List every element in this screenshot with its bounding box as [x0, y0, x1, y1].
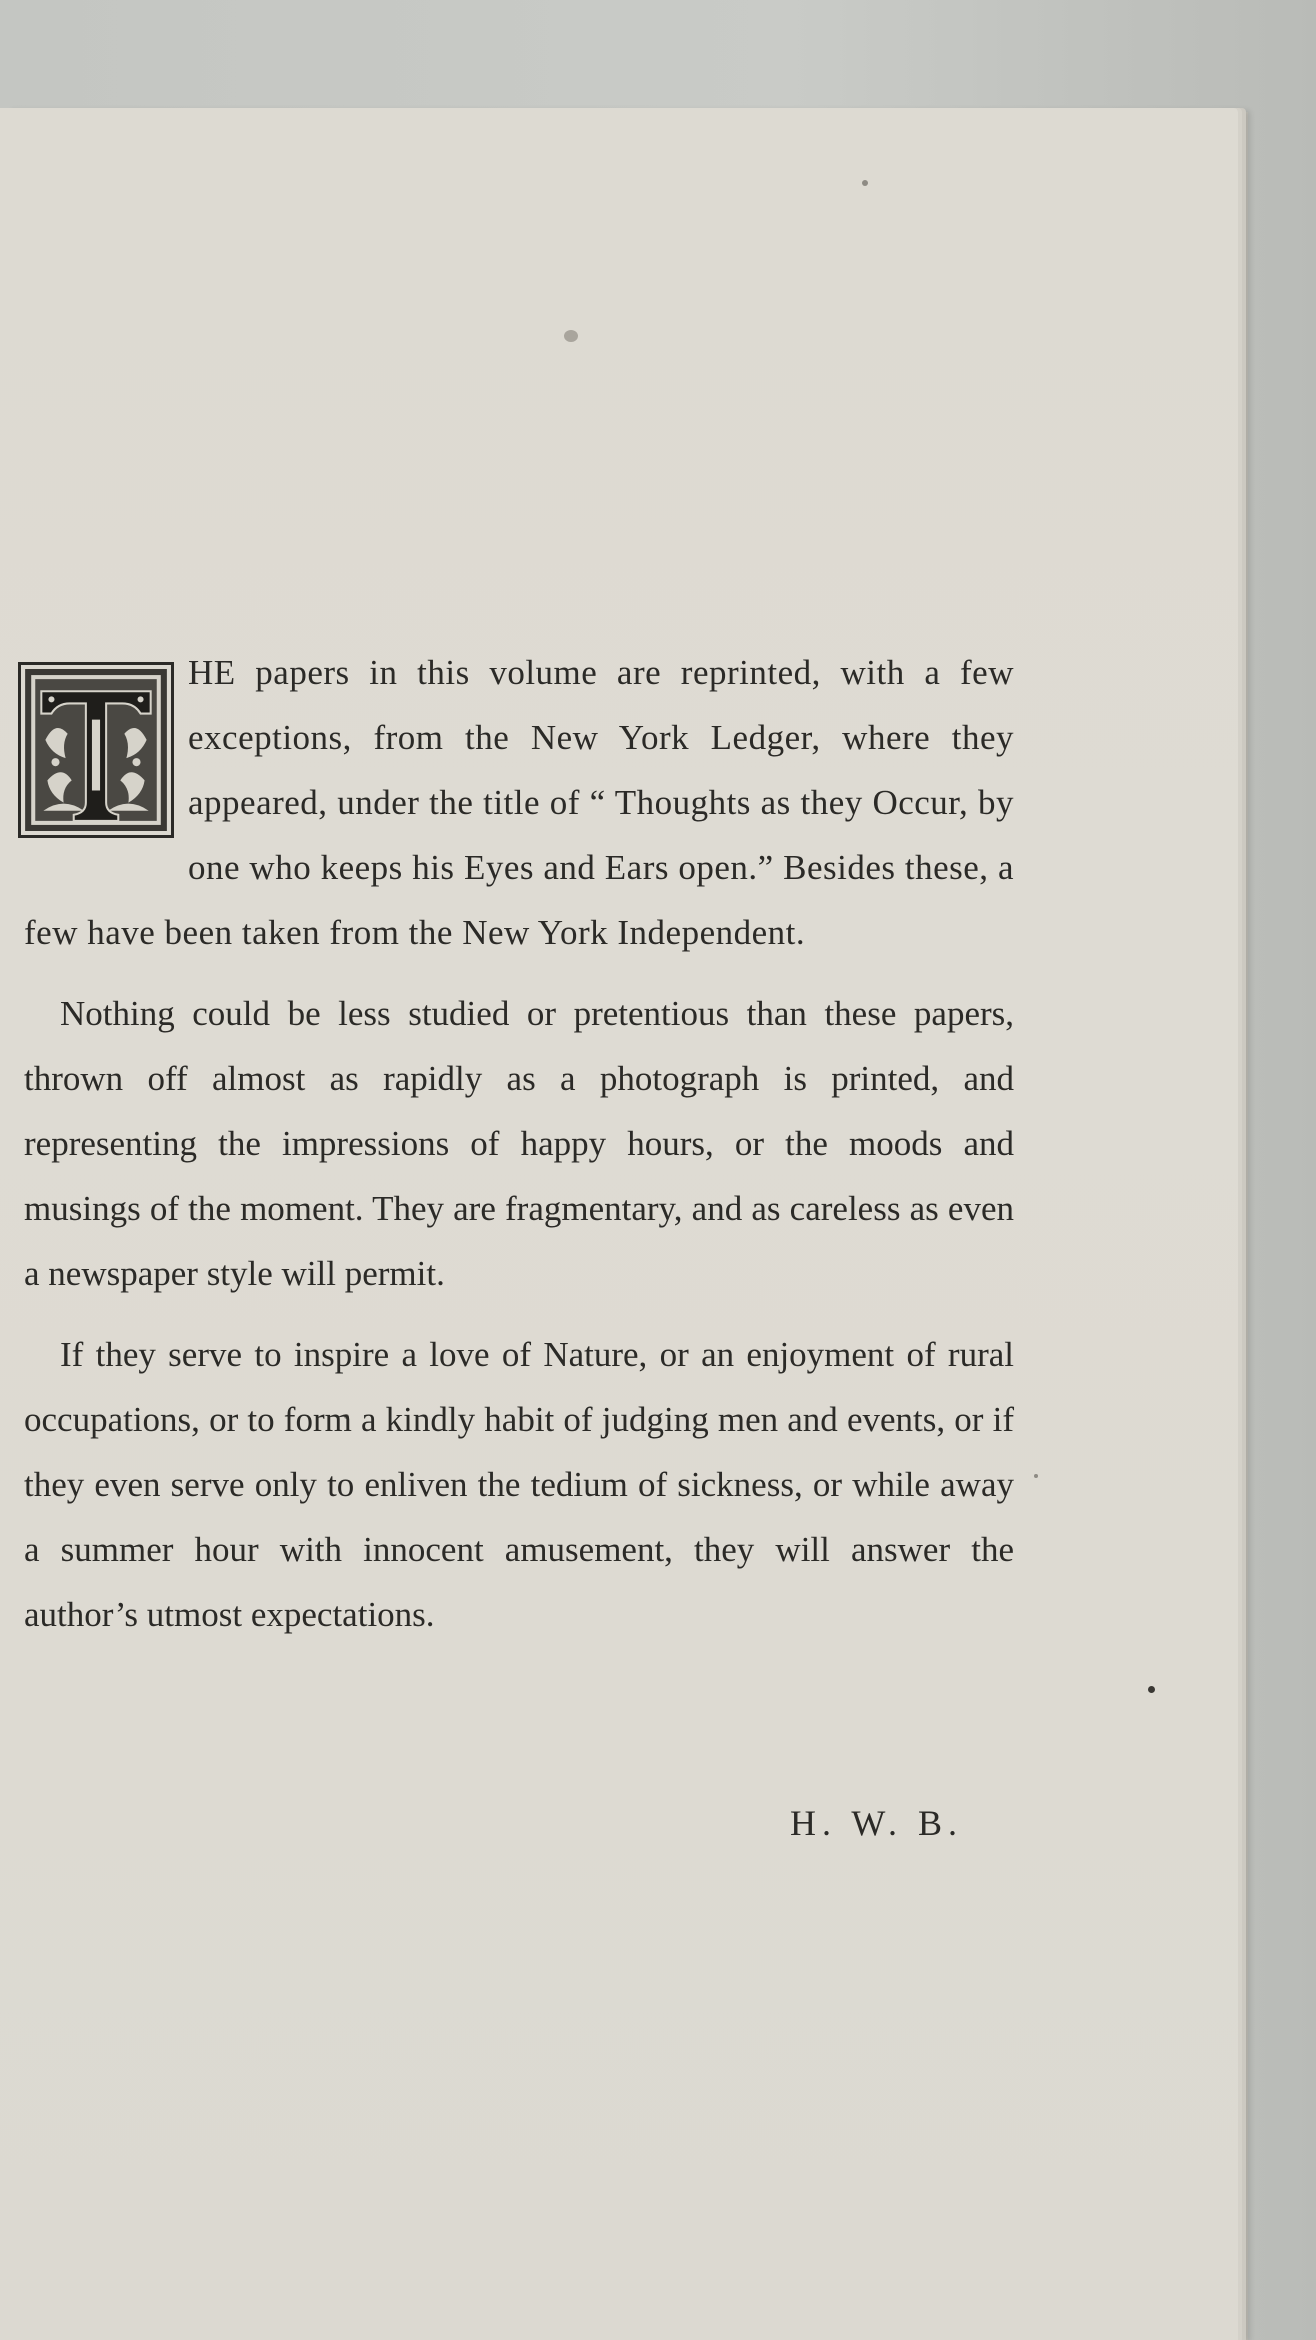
ornamental-initial-icon — [25, 669, 167, 831]
paper-speck — [1034, 1474, 1038, 1478]
paper-speck — [862, 180, 868, 186]
paper-speck — [564, 330, 578, 342]
preface-text — [24, 640, 1014, 1647]
drop-cap-ornament — [18, 662, 174, 838]
paper-speck — [1148, 1686, 1155, 1693]
page-edge — [1238, 112, 1248, 2340]
preface-paragraph-3: If they serve to inspire a love of Nature, or an enjoyment of rural occupations, or to form a kindly habit of judging men and events, or if they even serve only to enliven the tedium of sickness, or while away a summer hour with innocent amusement, they will answer the author’s utmost expectations. — [24, 1335, 1014, 1634]
paragraph-text: HE papers in this volume are reprinted, with a few exceptions, from the New York Ledger, where they appeared, under the title of “ Thoughts as they Occur, by one who keeps his Eyes and Ears open.” Besides these, a few have been taken from the New York Independent. — [24, 653, 1014, 952]
preface-paragraph-1 — [24, 640, 1014, 965]
preface-paragraph-2: Nothing could be less studied or pretentious than these papers, thrown off almost as rapidly as a photograph is printed, and representing the impressions of happy hours, or the moods and musings of the moment. They are fragmentary, and as careless as even a newspaper style will permit. — [24, 994, 1014, 1293]
author-initials: H. W. B. — [790, 1803, 964, 1843]
